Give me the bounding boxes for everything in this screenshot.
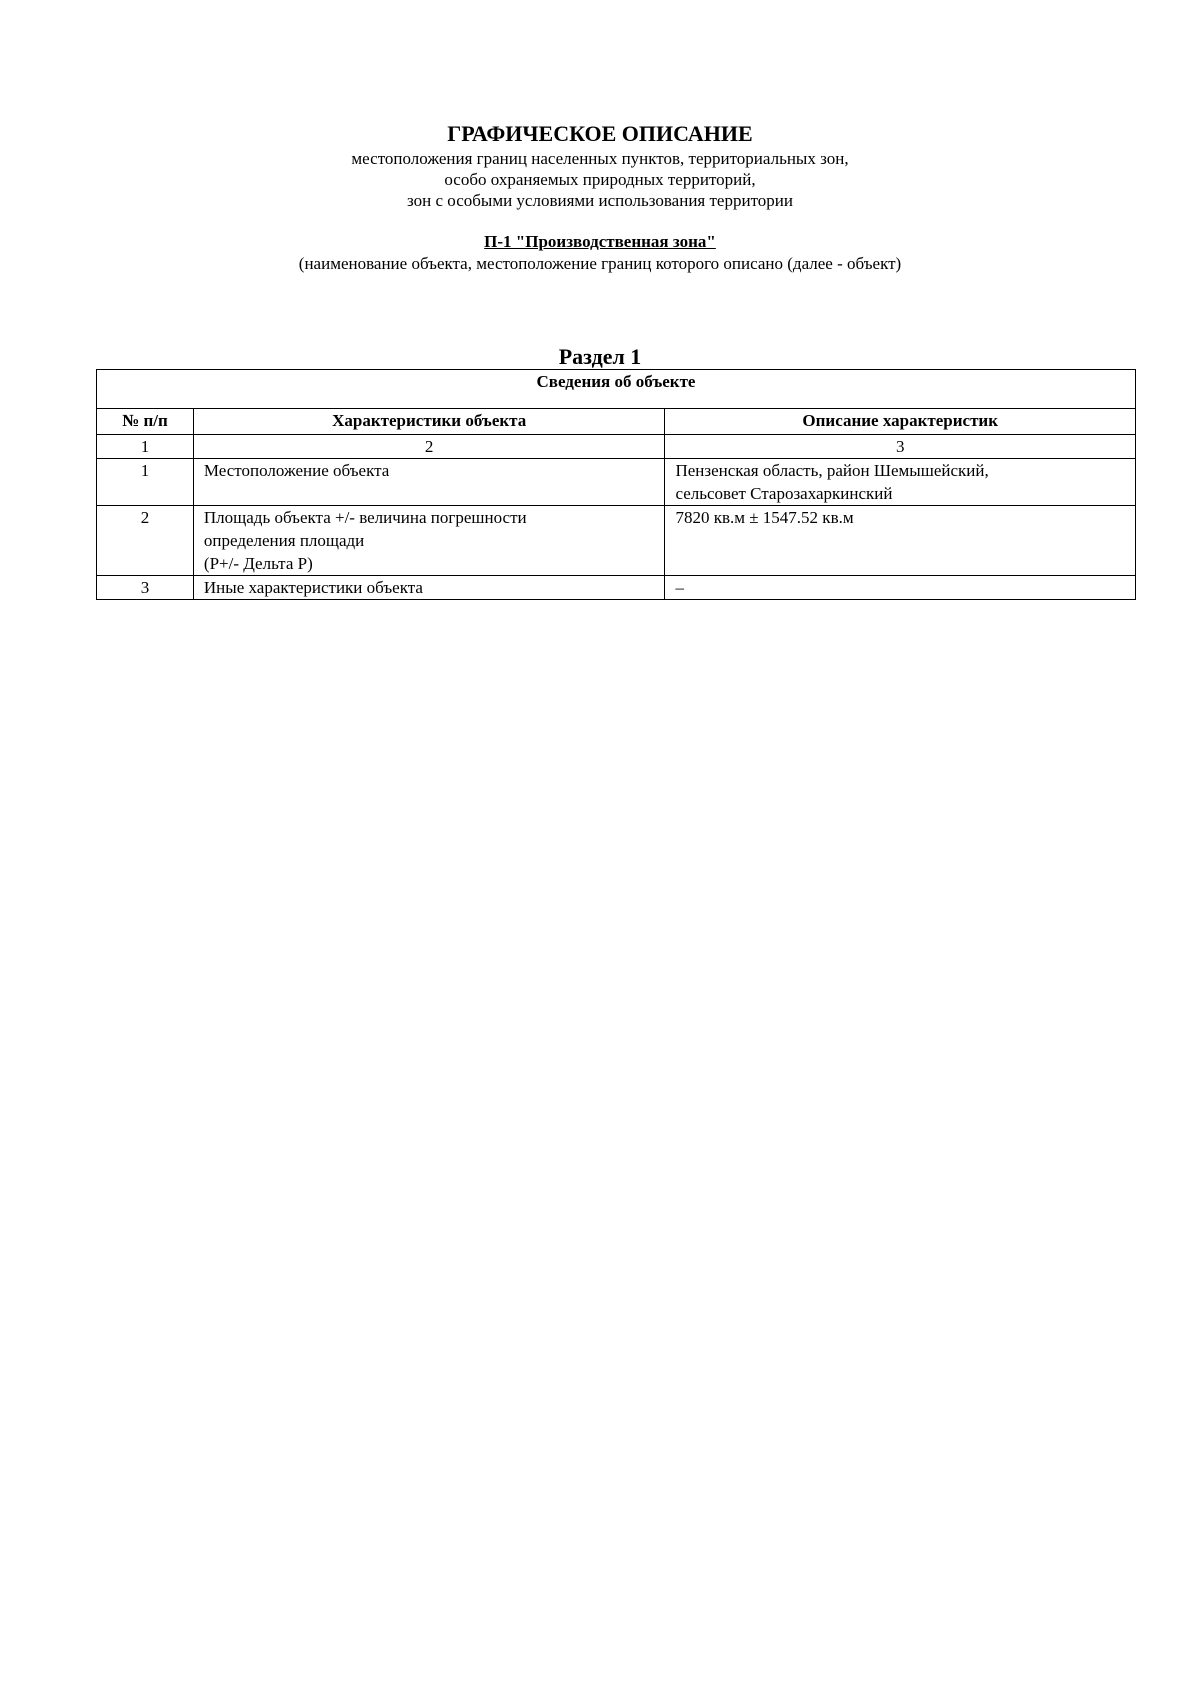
row-description [665,459,1136,506]
section-title: Раздел 1 [558,344,642,369]
characteristic-line: определения площади [203,531,365,550]
column-header-description: Описание характеристик [665,409,1136,435]
table-header-row [97,409,1136,435]
description-line: 7820 кв.м ± 1547.52 кв.м [675,508,854,527]
table-row [97,506,1136,576]
column-number-3: 3 [665,435,1136,459]
description-line: Пензенская область, район Шемышейский, [675,461,989,480]
subtitle-line-3: зон с особыми условиями использования территории [407,191,793,210]
row-characteristic [193,506,665,576]
object-info-table [96,369,1136,600]
characteristic-line: Иные характеристики объекта [203,578,423,597]
column-number-1: 1 [97,435,194,459]
row-characteristic [193,459,665,506]
column-number-row [97,435,1136,459]
characteristic-line: Площадь объекта +/- величина погрешности [203,508,527,527]
subtitle-line-1: местоположения границ населенных пунктов, территориальных зон, [351,149,849,168]
table-caption-row [97,370,1136,409]
column-header-number: № п/п [97,409,194,435]
characteristic-line: Местоположение объекта [203,461,390,480]
row-number: 1 [97,459,194,506]
document-header [0,120,1200,274]
column-header-characteristic: Характеристики объекта [193,409,665,435]
table-row [97,576,1136,600]
object-name: П-1 "Производственная зона" [484,232,716,251]
column-number-2: 2 [193,435,665,459]
object-caption: (наименование объекта, местоположение границ которого описано (далее - объект) [298,254,902,273]
row-number: 2 [97,506,194,576]
row-characteristic [193,576,665,600]
table-row [97,459,1136,506]
row-description [665,576,1136,600]
row-description [665,506,1136,576]
characteristic-line: (P+/- Дельта P) [203,554,313,573]
description-line: сельсовет Старозахаркинский [675,484,893,503]
row-number: 3 [97,576,194,600]
document-title: ГРАФИЧЕСКОЕ ОПИСАНИЕ [447,121,753,146]
subtitle-line-2: особо охраняемых природных территорий, [444,170,756,189]
description-line: – [675,578,684,597]
table-caption: Сведения об объекте [97,370,1136,409]
